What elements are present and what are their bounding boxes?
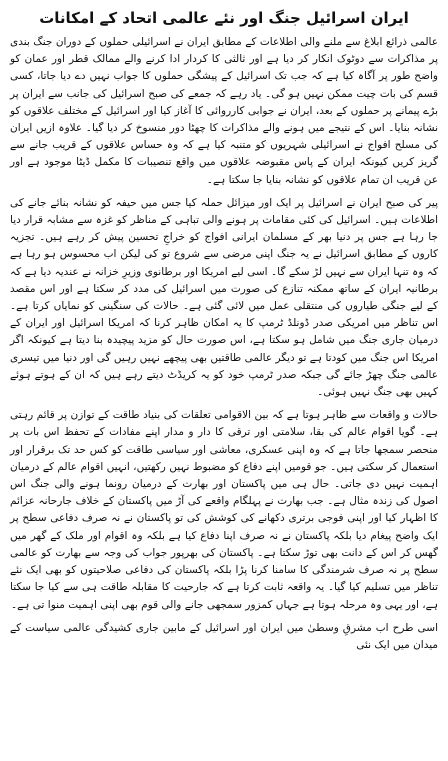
article-paragraph-4: اسی طرح اب مشرقِ وسطیٰ میں ایران اور اسرائیل کے مابین جاری کشیدگی عالمی سیاست کے میدان میں ایک نئی — [10, 621, 438, 651]
article-paragraph-1: عالمی ذرائع ابلاغ سے ملنے والی اطلاعات کے مطابق ایران نے اسرائیلی حملوں کے دوران جنگ بندی پر مذاکرات سے دوٹوک انکار کر دیا ہے اور ثالثی کا کردار ادا کرنے والے ممالک قطر اور عمان کو واضح طور پر آگاہ کیا ہے کہ جب تک اسرائیل کے پیشگی حملوں کا جواب نہیں دے دیا جاتا، کسی قسم کی بات چیت ممکن نہیں ہو گی۔ یاد رہے کہ جمعے کی صبح اسرائیل کی جانب سے ایران پر بڑے پیمانے پر حملوں کے بعد، ایران نے جوابی کارروائی کا آغاز کیا اور اسرائیل کے مختلف علاقوں کو نشانہ بنایا۔ اس کے نتیجے میں ہونے والے مذاکرات کا چھٹا دور منسوخ کر دیا گیا۔ علاوہ ازیں ایران کی مسلح افواج نے اسرائیلی شہریوں کو متنبہ کیا ہے کہ وہ حساس علاقوں کے قریب جانے سے گریز کریں کیونکہ ایران کے پاس مقبوضہ علاقوں میں واقع تنصیبات کا مکمل ڈیٹا موجود ہے اور عن قریب ان تمام علاقوں کو نشانہ بنایا جا سکتا ہے۔ — [10, 36, 438, 186]
article-paragraph-3: حالات و واقعات سے ظاہر ہوتا ہے کہ بین الاقوامی تعلقات کی بنیاد طاقت کے توازن پر قائم رہتی ہے۔ گویا اقوام عالم کی بقا، سلامتی اور ترقی کا دار و مدار اپنے مفادات کے تحفظ اس بات پر منحصر سمجھا جاتا ہے کہ وہ اپنی عسکری، معاشی اور سیاسی طاقت کو کس حد تک برقرار اور استعمال کر سکتی ہیں۔ جو قومیں اپنے دفاع کو مضبوط نہیں رکھتیں، انہیں اقوام عالم کے درمیان اہمیت نہیں دی جاتی۔ حال ہی میں پاکستان اور بھارت کے درمیان رونما ہونے والی جنگ اس اصول کی زندہ مثال ہے۔ جب بھارت نے پہلگام واقعے کی آڑ میں پاکستان کے خلاف جارحانہ عزائم کا اظہار کیا اور اپنی فوجی برتری دکھانے کی کوشش کی تو پاکستان نے نہ صرف دفاعی سطح پر ایک واضح پیغام دیا بلکہ پاکستان نے نہ صرف اپنا دفاع کیا ہے بلکہ وہ اقوام اور ملک کے گھر میں گھس کر اس کے دانت بھی توڑ سکتا ہے۔ پاکستان کی بھرپور جواب کی وجہ سے بھارت کو عالمی سطح پر نہ صرف شرمندگی کا سامنا کرنا پڑا بلکہ پاکستان کی دفاعی صلاحیتوں کو بھی ایک نئے تناظر میں تسلیم کیا گیا۔ یہ واقعہ ثابت کرتا ہے کہ جارحیت کا مقابلہ طاقت ہی سے کیا جا سکتا ہے، اور یہی وہ مرحلہ ہوتا ہے جہاں کمزور سمجھی جانے والی قوم بھی اپنی اہمیت منوا تی ہے۔ — [10, 409, 438, 611]
article-paragraph-2: پیر کی صبح ایران نے اسرائیل پر ایک اور میزائل حملہ کیا جس میں حیفہ کو نشانہ بنائے جانے کی اطلاعات ہیں۔ اسرائیل کی کئی مقامات پر ہونے والی تباہی کے مناظر کو غزہ سے مشابہ قرار دیا جا رہا ہے جس پر دنیا بھر کے مسلمان ایرانی افواج کو خراجِ تحسین پیش کر رہے ہیں۔ تجزیہ کاروں کے مطابق اسرائیل نے یہ جنگ اپنی مرضی سے شروع تو کی لیکن اب محسوس ہو رہا ہے کہ وہ تنہا ایران سے نہیں لڑ سکے گا۔ اسی لیے امریکا اور برطانوی وزیرِ خزانہ نے عندیہ دیا ہے کہ برطانیہ ایران کے ساتھ ممکنہ تنازع کی صورت میں اسرائیل کی مدد کر سکتا ہے اور اس مقصد کے لیے جنگی طیاروں کی منتقلی عمل میں لائی گئی ہے۔ حالات کی سنگینی کو نمایاں کرتا ہے۔ اس تناظر میں امریکی صدر ڈونلڈ ٹرمپ کا یہ امکان ظاہر کرنا کہ امریکا اسرائیل اور ایران کے درمیان جاری جنگ میں شامل ہو سکتا ہے، اس صورت حال کو مزید پیچیدہ بنا دیتا ہے کیونکہ اگر امریکا اس جنگ میں کودتا ہے تو دیگر عالمی طاقتیں بھی پیچھے نہیں رہیں گی اور دنیا میں تیسری عالمی جنگ چھڑ جائے گی جبکہ صدر ٹرمپ خود کو یہ کریڈٹ دیتے رہے ہیں کہ ان کے ہوتے ہوئے کہیں بھی جنگ نہیں ہوئی۔ — [10, 196, 438, 399]
article-title: ایران اسرائیل جنگ اور نئے عالمی اتحاد کے امکانات — [39, 9, 409, 27]
